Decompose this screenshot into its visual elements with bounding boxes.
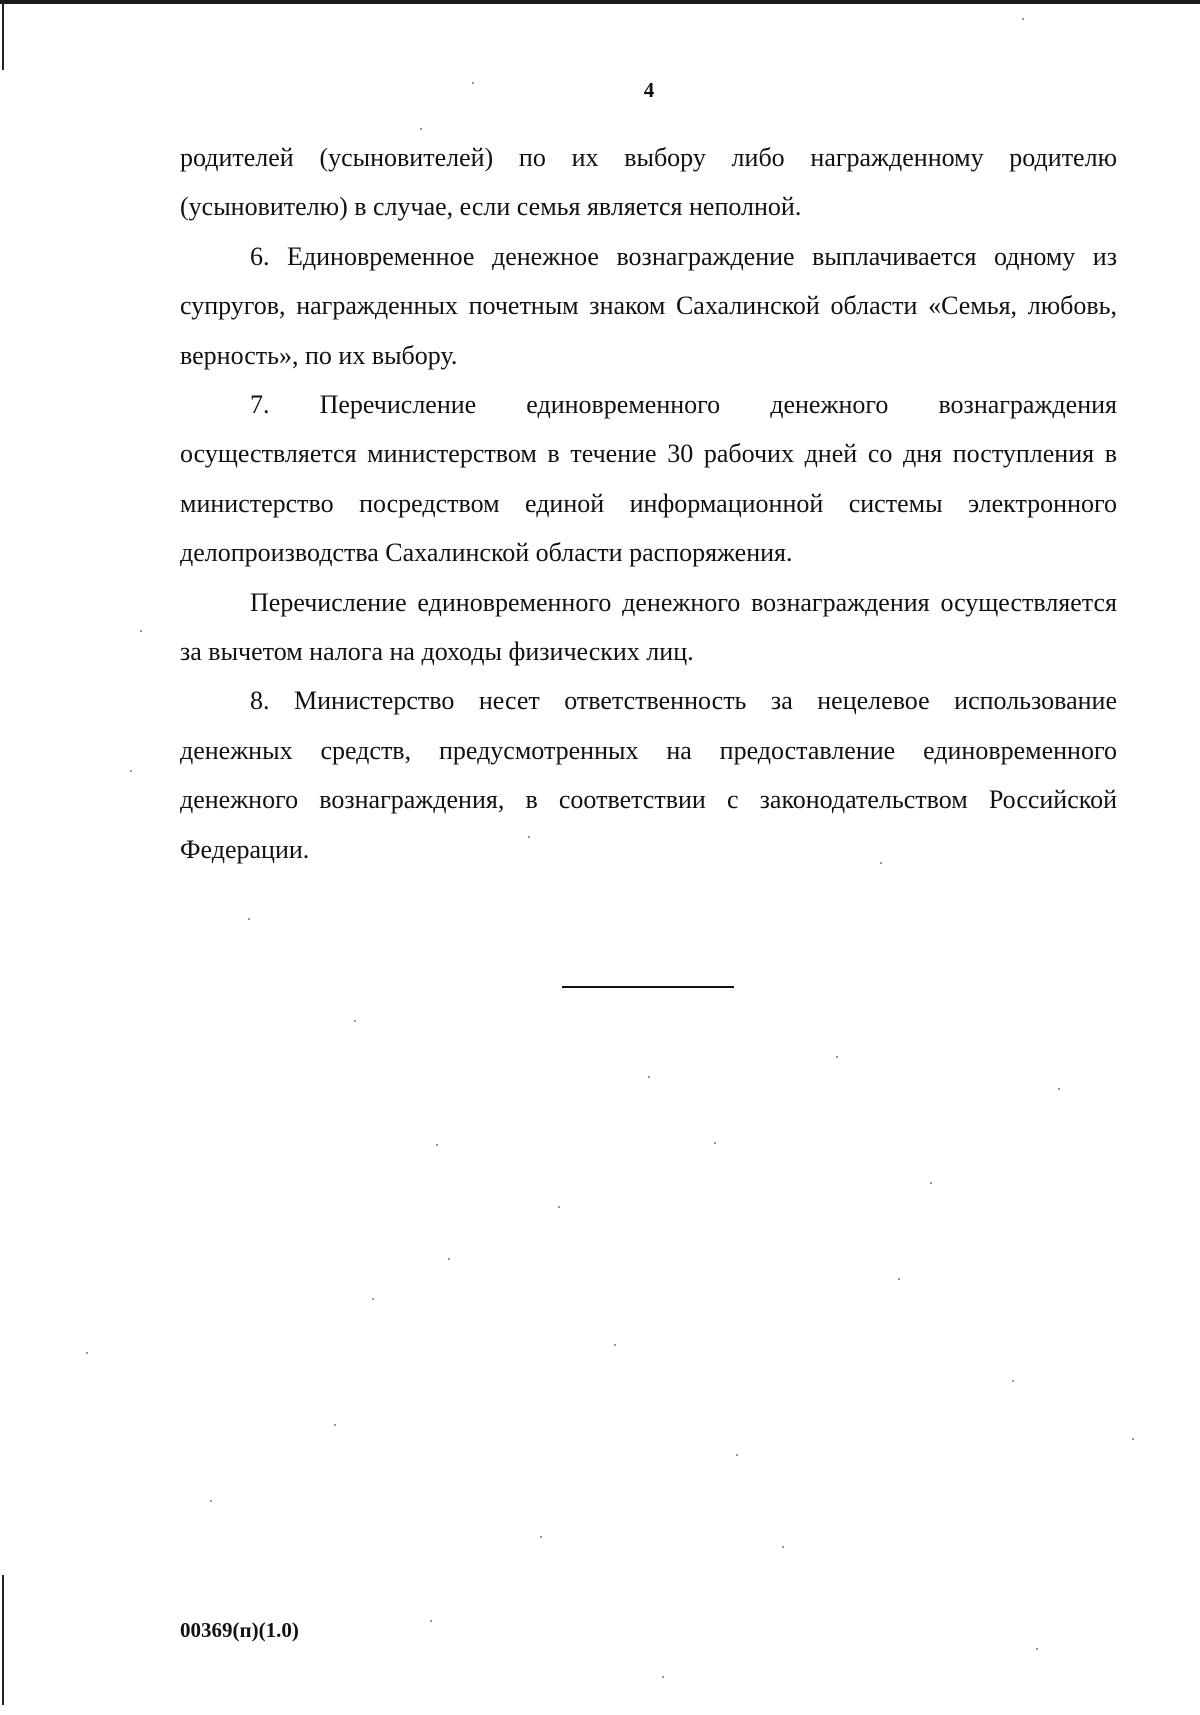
scan-top-edge (0, 0, 1200, 4)
paragraph-item-7-tax: Перечисление единовременного денежного вознаграждения осуществляется за вычетом налога на доходы физических лиц. (180, 587, 1117, 667)
scan-edge-mark (2, 1575, 4, 1705)
end-of-text-rule (562, 986, 734, 988)
page-number: 4 (643, 78, 655, 102)
paragraph-item-8: 8. Министерство несет ответственность за нецелевое использование денежных средств, предусмотренных на предоставление единовременного денежного вознаграждения, в соответствии с законодательством Российской Федерации. (180, 686, 1117, 864)
paragraph-continuation: родителей (усыновителей) по их выбору либо награжденному родителю (усыновителю) в случае, если семья является неполной. (180, 143, 1117, 222)
paragraph-item-7: 7. Перечисление единовременного денежного вознаграждения осуществляется министерством в течение 30 рабочих дней со дня поступления в министерство посредством единой информационной системы электронного делопроизводства Сахалинской области распоряжения. (180, 390, 1117, 568)
document-body (180, 133, 1117, 874)
scan-edge-mark (2, 0, 4, 70)
document-code: 00369(п)(1.0) (180, 1618, 299, 1642)
paragraph-item-6: 6. Единовременное денежное вознаграждение выплачивается одному из супругов, награжденных почетным знаком Сахалинской области «Семья, любовь, верность», по их выбору. (180, 241, 1117, 370)
